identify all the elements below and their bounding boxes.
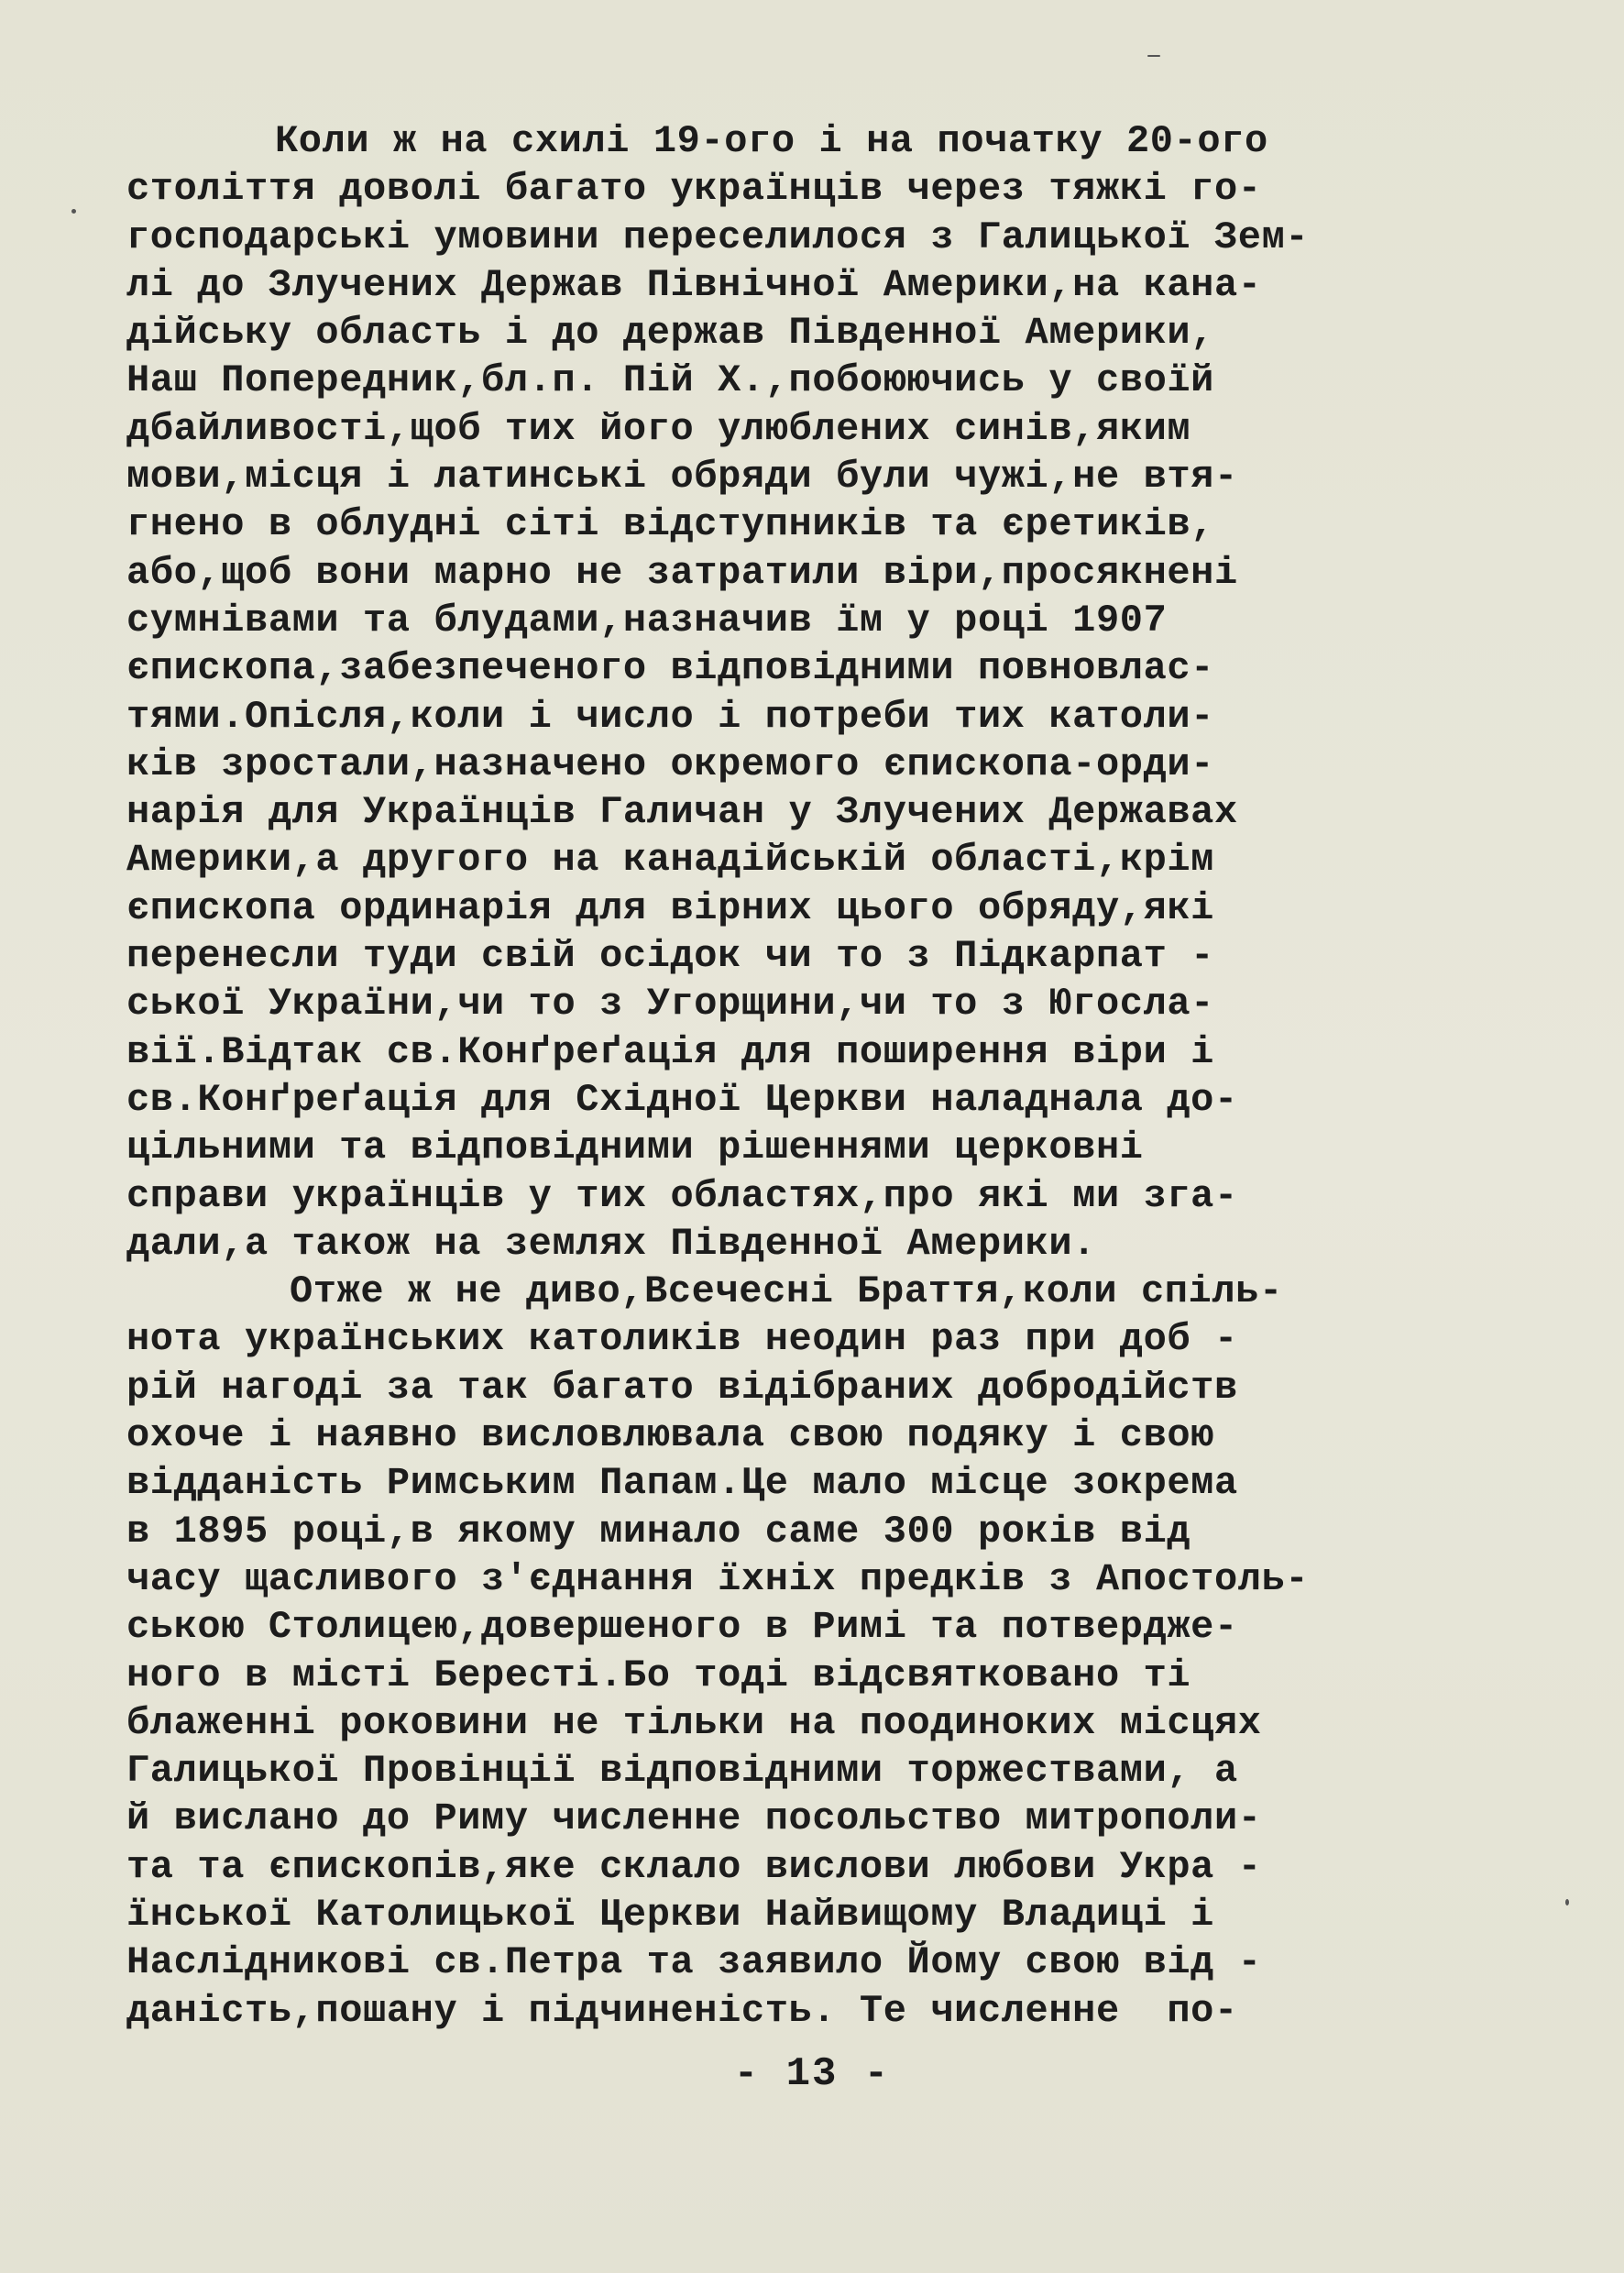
text-line: Галицької Провінції відповідними торжествами, а bbox=[126, 1749, 1238, 1794]
text-line: вії.Відтак св.Конґреґація для поширення віри і bbox=[126, 1029, 1214, 1074]
paper-speck bbox=[71, 209, 76, 214]
text-line: відданість Римським Папам.Це мало місце зокрема bbox=[126, 1461, 1238, 1506]
text-line: Америки,а другого на канадійській області,крім bbox=[126, 838, 1214, 883]
text-line: перенесли туди свій осідок чи то з Підкарпат - bbox=[126, 934, 1214, 979]
text-line: ків зростали,назначено окремого єпископа-орди- bbox=[126, 741, 1214, 786]
text-line: дбайливості,щоб тих його улюблених синів,яким bbox=[126, 406, 1191, 451]
text-line: нота українських католиків неодин раз при доб - bbox=[126, 1317, 1238, 1362]
text-line: лі до Злучених Держав Північної Америки,на кана- bbox=[126, 262, 1262, 307]
text-line: часу щасливого з'єднання їхніх предків з Апостоль- bbox=[126, 1556, 1310, 1601]
text-line: ного в місті Бересті.Бо тоді відсвятковано ті bbox=[126, 1653, 1191, 1697]
text-line: й вислано до Риму численне посольство митрополи- bbox=[126, 1796, 1262, 1841]
paper-speck bbox=[1147, 55, 1160, 57]
text-line: сумнівами та блудами,назначив їм у році 1907 bbox=[126, 598, 1168, 642]
text-line: єпископа ординарія для вірних цього обряду,які bbox=[126, 885, 1214, 930]
text-line: рій нагоді за так багато відібраних добродійств bbox=[126, 1365, 1238, 1410]
text-line: ської України,чи то з Угорщини,чи то з Югосла- bbox=[126, 982, 1214, 1027]
paragraph-2 bbox=[126, 1268, 1556, 2035]
text-line: дійську область і до держав Південної Америки, bbox=[126, 311, 1214, 356]
text-line: Отже ж не диво,Всечесні Браття,коли спіль- bbox=[290, 1269, 1283, 1314]
text-line: в 1895 році,в якому минало саме 300 років від bbox=[126, 1509, 1191, 1554]
text-line: століття доволі багато українців через тяжкі го- bbox=[126, 167, 1262, 212]
text-line: тями.Опісля,коли і число і потреби тих католи- bbox=[126, 694, 1214, 739]
text-line: блаженні роковини не тільки на поодиноких місцях bbox=[126, 1700, 1262, 1745]
text-line: Коли ж на схилі 19-ого і на початку 20-ого bbox=[275, 119, 1268, 163]
text-line: цільними та відповідними рішеннями церковні bbox=[126, 1126, 1144, 1170]
text-line: дали,а також на землях Південної Америки. bbox=[126, 1221, 1096, 1266]
body-text bbox=[126, 117, 1556, 2035]
page-number: - 13 - bbox=[733, 2051, 891, 2097]
text-line: мови,місця і латинські обряди були чужі,не втя- bbox=[126, 455, 1238, 500]
paragraph-1 bbox=[126, 117, 1556, 1268]
text-line: їнської Католицької Церкви Найвищому Владиці і bbox=[126, 1892, 1214, 1937]
text-line: господарські умовини переселилося з Галицької Зем- bbox=[126, 214, 1310, 259]
text-line: єпископа,забезпеченого відповідними повновлас- bbox=[126, 646, 1214, 691]
text-line: або,щоб вони марно не затратили віри,просякнені bbox=[126, 550, 1238, 595]
text-line: св.Конґреґація для Східної Церкви наладнала до- bbox=[126, 1077, 1238, 1122]
text-line: гнено в облудні сіті відступників та єретиків, bbox=[126, 502, 1214, 547]
text-line: справи українців у тих областях,про які ми зга- bbox=[126, 1173, 1238, 1218]
text-line: Наш Попередник,бл.п. Пій Х.,побоюючись у своїй bbox=[126, 358, 1214, 403]
text-line: Наслідникові св.Петра та заявило Йому свою від - bbox=[126, 1940, 1262, 1985]
text-line: та та єпископів,яке склало вислови любови Укра - bbox=[126, 1844, 1262, 1889]
paper-speck bbox=[1565, 1899, 1569, 1905]
text-line: ською Столицею,довершеного в Римі та потверджe- bbox=[126, 1605, 1238, 1650]
text-line: охоче і наявно висловлювала свою подяку і свою bbox=[126, 1413, 1214, 1458]
text-line: даність,пошану і підчиненість. Те численне по- bbox=[126, 1988, 1238, 2033]
text-line: нарія для Українців Галичан у Злучених Державах bbox=[126, 790, 1238, 835]
